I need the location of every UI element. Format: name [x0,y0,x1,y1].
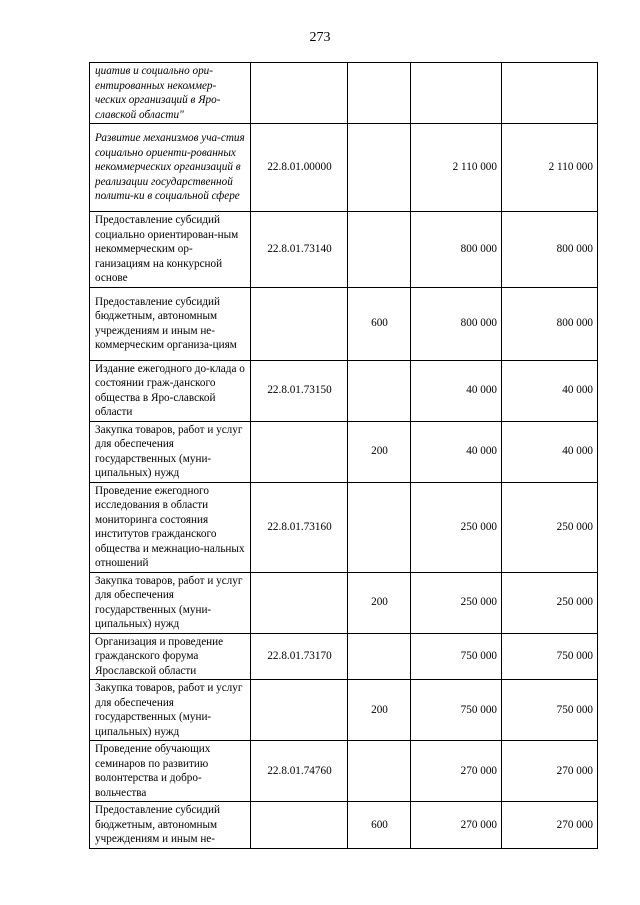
row-sum-1: 800 000 [411,212,502,288]
row-name: Проведение ежегодного исследования в области мониторинга состояния институтов гражданского общества и межнацио-нальных отношений [90,482,251,572]
row-sum-2: 750 000 [502,680,598,741]
table-row [90,287,598,360]
row-expense-type: 200 [348,421,411,482]
row-name: Закупка товаров, работ и услуг для обеспечения государственных (муни-ципальных) нужд [90,680,251,741]
page-number: 273 [309,30,331,45]
row-sum-2: 250 000 [502,572,598,633]
row-code [251,287,348,360]
row-expense-type [348,63,411,124]
row-code: 22.8.01.00000 [251,124,348,212]
row-code [251,63,348,124]
row-name: Предоставление субсидий социально ориентирован-ным некоммерческим ор-ганизациям на конкурсной основе [90,212,251,288]
row-sum-1: 2 110 000 [411,124,502,212]
table-row [90,421,598,482]
row-sum-2: 750 000 [502,633,598,680]
table-row [90,572,598,633]
row-sum-2: 270 000 [502,741,598,802]
row-name: Развитие механизмов уча-стия социально ориенти-рованных некоммерческих организаций в реализации государственной полити-ки в социальной сфере [90,124,251,212]
table-row [90,633,598,680]
row-code: 22.8.01.73140 [251,212,348,288]
table-row [90,63,598,124]
row-name: Проведение обучающих семинаров по развитию волонтерства и добро-вольчества [90,741,251,802]
row-sum-2: 270 000 [502,802,598,849]
row-sum-1: 40 000 [411,360,502,421]
table-row [90,482,598,572]
row-sum-1: 250 000 [411,572,502,633]
row-expense-type [348,482,411,572]
row-expense-type: 200 [348,680,411,741]
row-expense-type [348,124,411,212]
row-expense-type: 600 [348,802,411,849]
row-name: циатив и социально ори-ентированных некоммер-ческих организаций в Яро-славской области" [90,63,251,124]
table-row [90,360,598,421]
row-sum-1: 800 000 [411,287,502,360]
row-name: Издание ежегодного до-клада о состоянии граж-данского общества в Яро-славской области [90,360,251,421]
row-name: Закупка товаров, работ и услуг для обеспечения государственных (муни-ципальных) нужд [90,572,251,633]
row-sum-1: 750 000 [411,633,502,680]
row-code [251,421,348,482]
row-code: 22.8.01.74760 [251,741,348,802]
row-expense-type: 200 [348,572,411,633]
row-sum-1: 250 000 [411,482,502,572]
table-row [90,802,598,849]
row-code: 22.8.01.73170 [251,633,348,680]
row-sum-2: 800 000 [502,287,598,360]
row-code [251,802,348,849]
row-sum-2: 250 000 [502,482,598,572]
row-name: Предоставление субсидий бюджетным, автономным учреждениям и иным не- [90,802,251,849]
table-row [90,680,598,741]
row-code [251,572,348,633]
budget-table [89,62,598,849]
row-sum-1: 270 000 [411,802,502,849]
budget-table-body [90,63,598,849]
table-row [90,212,598,288]
row-sum-2: 2 110 000 [502,124,598,212]
table-row [90,124,598,212]
row-code: 22.8.01.73160 [251,482,348,572]
row-sum-1: 40 000 [411,421,502,482]
row-expense-type [348,741,411,802]
row-name: Закупка товаров, работ и услуг для обеспечения государственных (муни-ципальных) нужд [90,421,251,482]
row-sum-1 [411,63,502,124]
row-sum-2: 40 000 [502,421,598,482]
row-sum-2 [502,63,598,124]
row-expense-type [348,633,411,680]
table-row [90,741,598,802]
row-code [251,680,348,741]
row-sum-1: 270 000 [411,741,502,802]
row-sum-2: 800 000 [502,212,598,288]
row-sum-2: 40 000 [502,360,598,421]
row-expense-type [348,212,411,288]
row-sum-1: 750 000 [411,680,502,741]
row-expense-type [348,360,411,421]
row-name: Предоставление субсидий бюджетным, автономным учреждениям и иным не-коммерческим организа-циям [90,287,251,360]
row-code: 22.8.01.73150 [251,360,348,421]
row-name: Организация и проведение гражданского форума Ярославской области [90,633,251,680]
row-expense-type: 600 [348,287,411,360]
